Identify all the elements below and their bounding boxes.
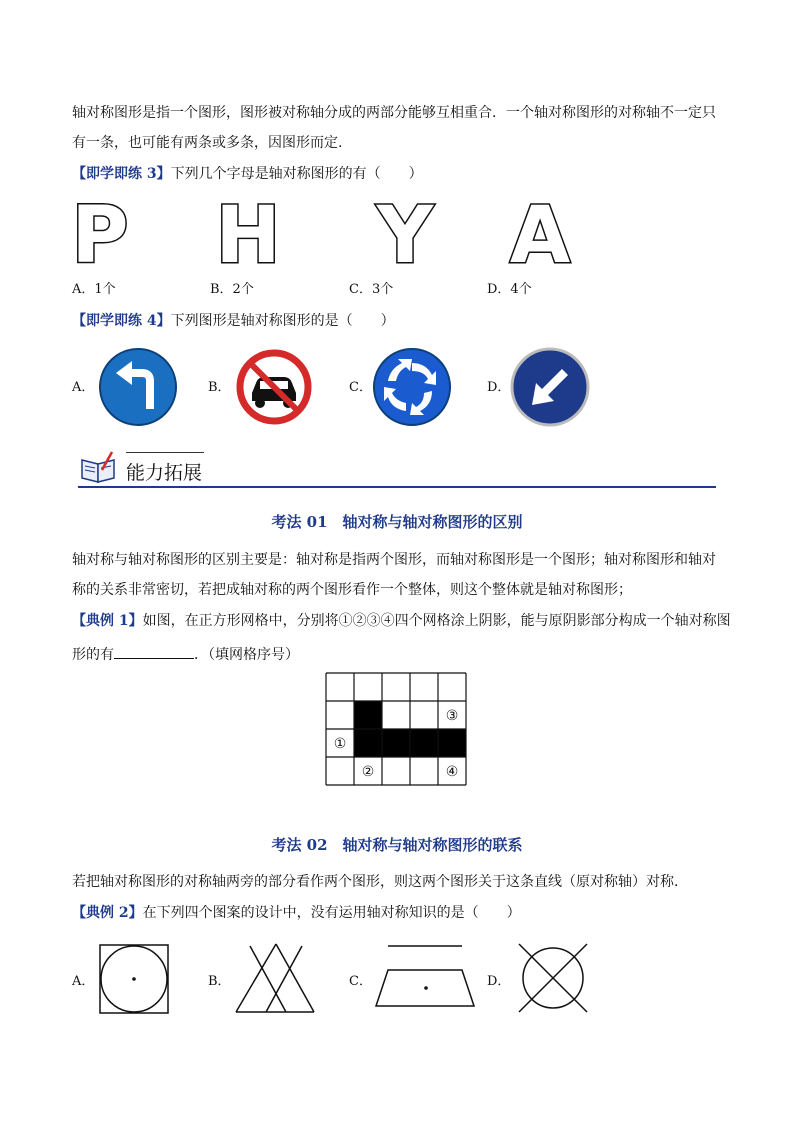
book-pen-icon bbox=[78, 450, 122, 484]
grid-label-3: ③ bbox=[445, 708, 459, 724]
q3-option-a[interactable]: A．1个 bbox=[72, 282, 116, 297]
q3-letters bbox=[70, 190, 590, 281]
no-car-sign-icon bbox=[234, 347, 314, 427]
square-grid-figure bbox=[326, 673, 466, 786]
example2-label-a[interactable]: A． bbox=[72, 974, 95, 989]
letter-a: A bbox=[509, 191, 571, 281]
q4-text: 下列图形是轴对称图形的是（ ） bbox=[170, 313, 395, 329]
example1-line-1 bbox=[72, 611, 731, 631]
method1-line-2: 称的关系非常密切，若把成轴对称的两个图形看作一个整体，则这个整体就是轴对称图形； bbox=[72, 582, 632, 598]
q4-label-a[interactable]: A． bbox=[72, 380, 95, 395]
section-divider bbox=[78, 486, 716, 488]
section-title-overline bbox=[126, 452, 204, 453]
q3-prompt bbox=[72, 164, 423, 184]
method1-line-1: 轴对称与轴对称图形的区别主要是：轴对称是指两个图形，而轴对称图形是一个图形；轴对称图形和轴对 bbox=[72, 552, 716, 568]
q4-prompt bbox=[72, 311, 395, 331]
q3-tag: 【即学即练 3】 bbox=[72, 166, 171, 182]
down-left-arrow-sign-icon bbox=[510, 347, 590, 427]
q4-label-d[interactable]: D． bbox=[487, 380, 511, 395]
q4-label-b[interactable]: B． bbox=[208, 380, 231, 395]
example1-text-2a: 形的有 bbox=[72, 647, 114, 663]
letter-p: P bbox=[71, 191, 129, 281]
letter-y: Y bbox=[376, 191, 434, 281]
example2-prompt bbox=[72, 903, 521, 923]
example1-line-2 bbox=[72, 644, 299, 665]
grid-label-2: ② bbox=[361, 764, 375, 780]
q4-label-c[interactable]: C． bbox=[349, 380, 372, 395]
q3-option-c[interactable]: C．3个 bbox=[349, 282, 394, 297]
q3-text: 下列几个字母是轴对称图形的有（ ） bbox=[170, 166, 423, 182]
section-title: 能力拓展 bbox=[126, 462, 203, 484]
crossed-circle-figure bbox=[515, 940, 591, 1016]
shaded-cell bbox=[354, 701, 382, 729]
grid-label-4: ④ bbox=[445, 764, 459, 780]
turn-left-sign-icon bbox=[98, 347, 178, 427]
example1-text: 如图，在正方形网格中，分别将①②③④四个网格涂上阴影，能与原阴影部分构成一个轴对称图 bbox=[142, 613, 731, 629]
answer-blank[interactable] bbox=[114, 644, 194, 659]
intro-line-1: 轴对称图形是指一个图形，图形被对称轴分成的两部分能够互相重合．一个轴对称图形的对称轴不一定只 bbox=[72, 105, 716, 121]
example2-label-d[interactable]: D． bbox=[487, 974, 511, 989]
example2-label-c[interactable]: C． bbox=[349, 974, 372, 989]
example1-text-2b: ．（填网格序号） bbox=[194, 647, 299, 663]
method2-line-1: 若把轴对称图形的对称轴两旁的部分看作两个图形，则这两个图形关于这条直线（原对称轴）对称. bbox=[72, 874, 679, 890]
method1-heading: 考法 01 轴对称与轴对称图形的区别 bbox=[271, 513, 523, 531]
example1-tag: 【典例 1】 bbox=[72, 613, 143, 629]
q4-tag: 【即学即练 4】 bbox=[72, 313, 171, 329]
method2-heading: 考法 02 轴对称与轴对称图形的联系 bbox=[271, 836, 523, 854]
trapezoid-figure bbox=[374, 944, 476, 1012]
circle-in-square-figure bbox=[99, 944, 171, 1016]
q3-option-d[interactable]: D．4个 bbox=[487, 282, 532, 297]
example2-tag: 【典例 2】 bbox=[72, 905, 143, 921]
example2-label-b[interactable]: B． bbox=[208, 974, 231, 989]
q3-option-b[interactable]: B．2个 bbox=[210, 282, 254, 297]
overlapping-triangles-figure bbox=[236, 944, 316, 1014]
intro-line-2: 有一条，也可能有两条或多条，因图形而定. bbox=[72, 135, 343, 151]
roundabout-sign-icon bbox=[372, 347, 452, 427]
letter-h: H bbox=[215, 191, 281, 281]
grid-label-1: ① bbox=[333, 736, 347, 752]
example2-text: 在下列四个图案的设计中，没有运用轴对称知识的是（ ） bbox=[142, 905, 521, 921]
